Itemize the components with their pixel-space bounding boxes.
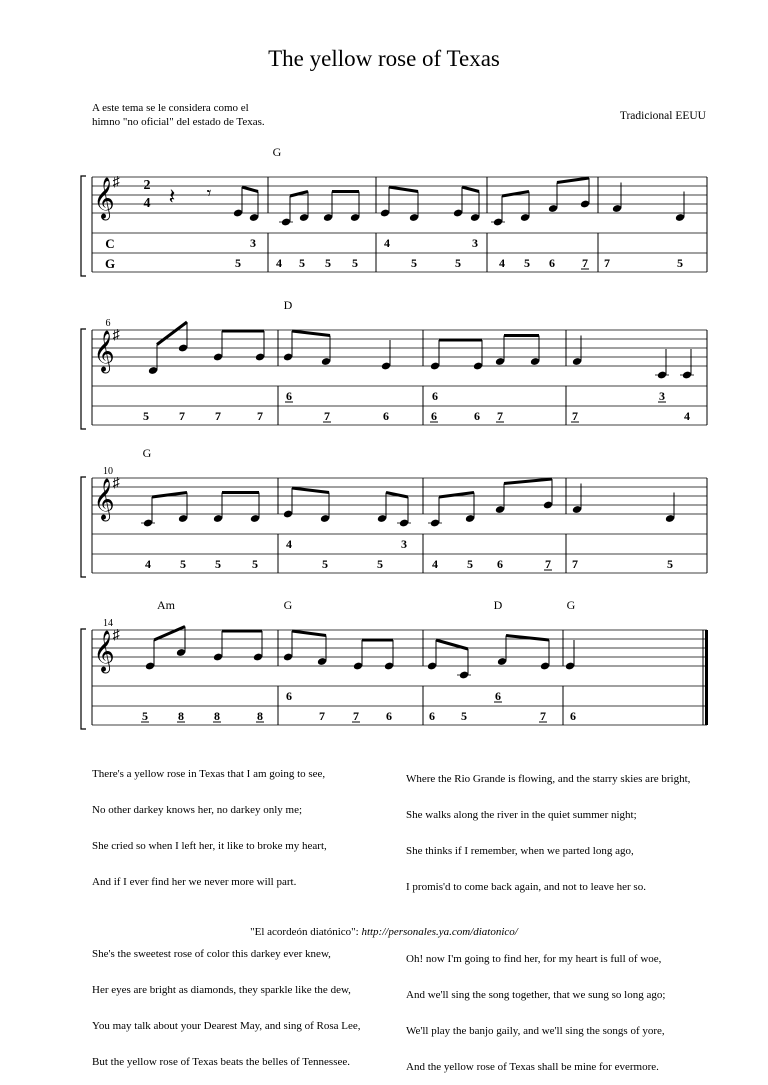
tab-number: 7 [572,557,578,571]
tab-number: 7 [497,409,503,423]
chord-symbol: G [272,145,282,159]
lyric-line: You may talk about your Dearest May, and sing of Rosa Lee, [92,1020,361,1032]
tab-number: 6 [286,689,292,703]
tab-row-label-pull: G [104,256,116,271]
lyric-line: We'll play the banjo gaily, and we'll sing the songs of yore, [406,1025,665,1037]
tab-number: 7 [353,709,359,723]
chord-symbol: D [283,298,293,312]
footer-label: "El acordeón diatónico": [250,926,359,938]
note-beam [292,488,329,493]
intro-note-line-1: A este tema se le considera como el [92,102,249,114]
key-signature-sharp-icon: ♯ [112,476,120,491]
time-signature-bottom: 4 [143,196,151,211]
time-signature-top: 2 [143,178,151,193]
lyric-line: And the yellow rose of Texas shall be mine for evermore. [406,1061,659,1073]
lyric-line: But the yellow rose of Texas beats the belles of Tennessee. [92,1056,351,1068]
tab-number: 5 [143,409,149,423]
chord-symbol: G [283,598,293,612]
tab-number: 5 [299,256,305,270]
lyric-line: Oh! now I'm going to find her, for my heart is full of woe, [406,953,662,965]
lyric-line: She thinks if I remember, when we parted long ago, [406,845,634,857]
footer-link[interactable]: http://personales.ya.com/diatonico/ [361,926,518,938]
tab-row-label-push: C [105,236,115,251]
lyric-line: And we'll sing the song together, that we sung so long ago; [406,989,666,1001]
tab-number: 5 [677,256,683,270]
tab-number: 6 [497,557,503,571]
tab-number: 4 [276,256,282,270]
treble-clef-icon: 𝄞 [93,331,115,371]
lyric-line: She cried so when I left her, it like to broke my heart, [92,840,327,852]
tab-number: 6 [549,256,555,270]
composer-credit: Tradicional EEUU [619,110,706,122]
tab-number: 7 [545,557,551,571]
tab-number: 4 [499,256,505,270]
tab-number: 6 [474,409,480,423]
tab-number: 5 [455,256,461,270]
measure-number: 6 [105,318,111,329]
tab-number: 3 [659,389,665,403]
tab-number: 5 [325,256,331,270]
tab-number: 5 [142,709,148,723]
tab-number: 4 [286,537,292,551]
tab-number: 3 [401,537,407,551]
tab-number: 8 [178,709,184,723]
tab-number: 6 [432,389,438,403]
tab-number: 6 [431,409,437,423]
tab-number: 5 [252,557,258,571]
tab-number: 7 [572,409,578,423]
treble-clef-icon: 𝄞 [93,631,115,671]
tab-number: 7 [582,256,588,270]
eighth-rest-icon: 𝄾 [206,183,212,203]
measure-number: 14 [103,618,113,629]
note-beam [292,631,326,636]
note-beam [157,322,187,345]
lyric-line: She walks along the river in the quiet summer night; [406,809,637,821]
lyric-line: Where the Rio Grande is flowing, and the starry skies are bright, [406,773,691,785]
treble-clef-icon: 𝄞 [93,178,115,218]
system-bracket [81,629,86,729]
note-beam [292,331,330,336]
tab-number: 5 [322,557,328,571]
tab-number: 6 [386,709,392,723]
key-signature-sharp-icon: ♯ [112,328,120,343]
footer [0,926,768,938]
tab-number: 4 [145,557,151,571]
key-signature-sharp-icon: ♯ [112,628,120,643]
tab-number: 3 [250,236,256,250]
tab-number: 6 [495,689,501,703]
lyric-line: She's the sweetest rose of color this darkey ever knew, [92,948,331,960]
tab-number: 5 [467,557,473,571]
note-beam [242,187,258,192]
tab-number: 3 [472,236,478,250]
tab-number: 7 [215,409,221,423]
tab-number: 5 [180,557,186,571]
note-beam [504,479,552,484]
tab-number: 5 [352,256,358,270]
tab-number: 6 [570,709,576,723]
tab-number: 6 [383,409,389,423]
tab-number: 5 [461,709,467,723]
chord-symbol: G [566,598,576,612]
tab-number: 5 [411,256,417,270]
lyric-line: There's a yellow rose in Texas that I am going to see, [92,768,326,780]
chord-symbol: G [142,446,152,460]
system-bracket [81,329,86,429]
chord-symbol: D [493,598,503,612]
tab-number: 4 [384,236,390,250]
final-barline [705,630,708,725]
quarter-rest-icon: 𝄽 [168,184,176,209]
key-signature-sharp-icon: ♯ [112,175,120,190]
lyrics-right-column [406,749,690,1085]
page-title: The yellow rose of Texas [268,46,500,71]
system-bracket [81,477,86,577]
tab-number: 4 [432,557,438,571]
tab-number: 5 [377,557,383,571]
tab-number: 5 [667,557,673,571]
tab-number: 7 [540,709,546,723]
lyric-line: No other darkey knows her, no darkey only me; [92,804,303,816]
tab-number: 7 [319,709,325,723]
lyric-line [92,912,361,924]
tab-number: 4 [684,409,690,423]
intro-note-line-2: himno "no oficial" del estado de Texas. [92,116,265,128]
system-bracket [81,176,86,276]
lyric-line: And if I ever find her we never more will part. [92,876,297,888]
treble-clef-icon: 𝄞 [93,479,115,519]
tab-number: 5 [215,557,221,571]
tab-number: 6 [286,389,292,403]
lyric-line: I promis'd to come back again, and not to leave her so. [406,881,646,893]
tab-number: 8 [257,709,263,723]
lyrics-left-column [92,744,361,1080]
note-beam [462,187,479,192]
note-beam [557,178,589,183]
chord-symbol: Am [157,598,175,612]
tab-number: 6 [429,709,435,723]
measure-number: 10 [103,466,113,477]
tab-number: 7 [324,409,330,423]
tab-number: 7 [604,256,610,270]
tab-number: 5 [235,256,241,270]
tab-number: 7 [257,409,263,423]
note-beam [389,187,418,192]
tab-number: 8 [214,709,220,723]
tab-number: 7 [179,409,185,423]
note-beam [154,627,185,641]
tab-number: 5 [524,256,530,270]
lyric-line: Her eyes are bright as diamonds, they sparkle like the dew, [92,984,351,996]
